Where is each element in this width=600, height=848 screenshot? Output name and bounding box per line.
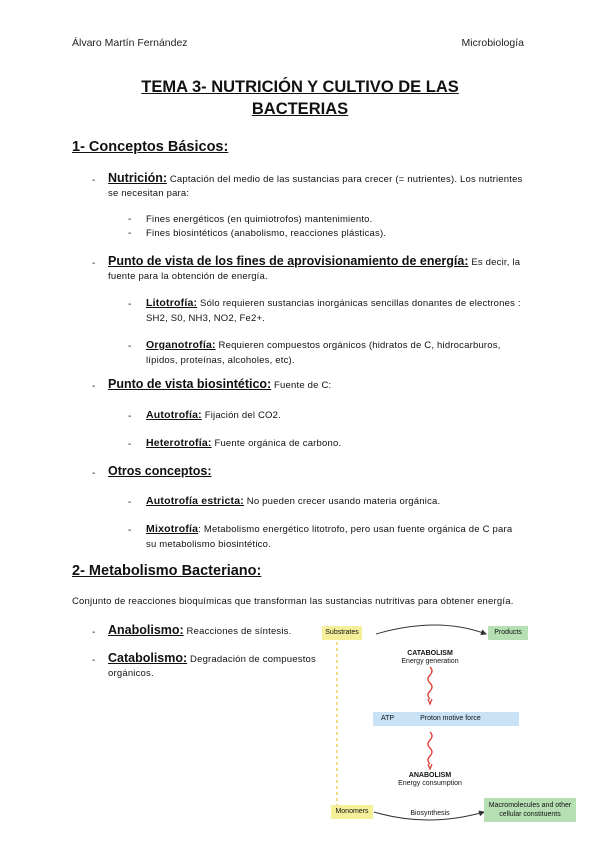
title-line-2: BACTERIAS [251, 100, 349, 118]
anabolismo-term: Anabolismo: [108, 623, 184, 637]
catabolismo-term: Catabolismo: [108, 651, 188, 665]
mixotrofia-term: Mixotrofía [146, 523, 199, 535]
biosintetico-term: Punto de vista biosintético: [108, 377, 272, 391]
energia-desc-2: fuente para la obtención de energía. [108, 271, 268, 282]
organotrofia-desc-1: Requieren compuestos orgánicos (hidratos de C, hidrocarburos, [215, 340, 501, 351]
macromolecules-box [484, 798, 576, 822]
page-title [0, 76, 600, 120]
bullet-dash: - [128, 525, 132, 536]
energia-desc-1: Es decir, la [468, 257, 521, 268]
bullet-dash: - [92, 627, 96, 638]
organotrofia-item [146, 338, 546, 368]
section-2-heading: 2- Metabolismo Bacteriano: [72, 563, 262, 579]
atp-label: ATP [381, 715, 395, 722]
squiggle-arrowhead-1 [428, 699, 432, 704]
autotrofia-desc: Fijación del CO2. [201, 410, 281, 421]
squiggle-arrow-2 [428, 732, 432, 764]
bullet-dash: - [92, 258, 96, 269]
bullet-dash: - [128, 341, 132, 352]
organotrofia-term: Organotrofía: [146, 339, 216, 351]
estricta-desc: No pueden crecer usando materia orgánica. [243, 496, 441, 507]
energia-term: Punto de vista de los fines de aprovisionamiento de energía: [108, 254, 469, 268]
otros-item [108, 464, 212, 478]
estricta-term: Autotrofía estricta: [146, 495, 244, 507]
catabolismo-desc-1: Degradación de compuestos [187, 654, 316, 665]
squiggle-arrowhead-2 [428, 764, 432, 769]
mixotrofia-desc-2: su metabolismo biosintético. [146, 539, 271, 550]
litotrofia-desc-1: Sólo requieren sustancias inorgánicas sencillas donantes de electrones : [197, 298, 521, 309]
biosintetico-item [108, 377, 331, 391]
bullet-dash: - [92, 175, 96, 186]
biosynthesis-label: Biosynthesis [410, 810, 450, 817]
atp-box [373, 712, 519, 726]
catabolismo-desc-2: orgánicos. [108, 668, 154, 679]
bullet-dash: - [128, 439, 132, 450]
nutricion-item-2: Fines biosintéticos (anabolismo, reacciones plásticas). [146, 228, 387, 239]
nutricion-item [108, 171, 528, 185]
heterotrofia-item [146, 436, 341, 451]
litotrofia-term: Litotrofía: [146, 297, 198, 309]
bullet-dash: - [128, 214, 132, 225]
anabolism-label: ANABOLISM [408, 772, 452, 779]
substrates-box: Substrates [322, 626, 362, 640]
catabolism-arrow [376, 625, 486, 634]
mixotrofia-desc-1: : Metabolismo energético litotrofo, pero usan fuente orgánica de C para [198, 524, 513, 535]
heterotrofia-term: Heterotrofía: [146, 437, 212, 449]
catabolism-label: CATABOLISM [407, 650, 453, 657]
anabolismo-item [108, 623, 291, 637]
litotrofia-item [146, 296, 546, 326]
header-author: Álvaro Martín Fernández [72, 37, 188, 49]
macro-line-1: Macromolecules and other [488, 802, 572, 809]
nutricion-item-1: Fines energéticos (en quimiotrofos) mantenimiento. [146, 214, 373, 225]
squiggle-arrow-1 [428, 667, 432, 699]
catabolismo-item [108, 651, 318, 665]
metabolismo-intro: Conjunto de reacciones bioquímicas que transforman las sustancias nutritivas para obtener energía. [72, 596, 514, 607]
otros-term: Otros conceptos: [108, 464, 212, 478]
organotrofia-desc-2: lípidos, proteínas, alcoholes, etc). [146, 355, 295, 366]
products-box: Products [488, 626, 528, 640]
nutricion-desc-1: Captación del medio de las sustancias para crecer (= nutrientes). Los nutrientes [167, 174, 523, 185]
proton-label: Proton motive force [420, 715, 481, 722]
autotrofia-term: Autotrofía: [146, 409, 202, 421]
bullet-dash: - [128, 228, 132, 239]
mixotrofia-item [146, 522, 546, 552]
nutricion-term: Nutrición: [108, 171, 168, 185]
energia-item [108, 254, 538, 268]
heterotrofia-desc: Fuente orgánica de carbono. [211, 438, 342, 449]
bullet-dash: - [92, 468, 96, 479]
macro-line-2: cellular constituents [499, 811, 561, 818]
energy-generation-label: Energy generation [401, 658, 459, 665]
section-1-heading: 1- Conceptos Básicos: [72, 139, 229, 155]
monomers-box: Monomers [331, 805, 373, 819]
nutricion-desc-2: se necesitan para: [108, 188, 190, 199]
estricta-item [146, 494, 440, 509]
anabolismo-desc: Reacciones de síntesis. [183, 626, 292, 637]
header-subject: Microbiología [461, 37, 524, 49]
bullet-dash: - [128, 299, 132, 310]
autotrofia-item [146, 408, 281, 423]
bullet-dash: - [128, 497, 132, 508]
bullet-dash: - [128, 411, 132, 422]
litotrofia-desc-2: SH2, S0, NH3, NO2, Fe2+. [146, 313, 266, 324]
energy-consumption-label: Energy consumption [398, 780, 462, 787]
title-line-1: TEMA 3- NUTRICIÓN Y CULTIVO DE LAS [141, 78, 459, 96]
biosintetico-desc: Fuente de C: [271, 380, 332, 391]
bullet-dash: - [92, 655, 96, 666]
bullet-dash: - [92, 381, 96, 392]
